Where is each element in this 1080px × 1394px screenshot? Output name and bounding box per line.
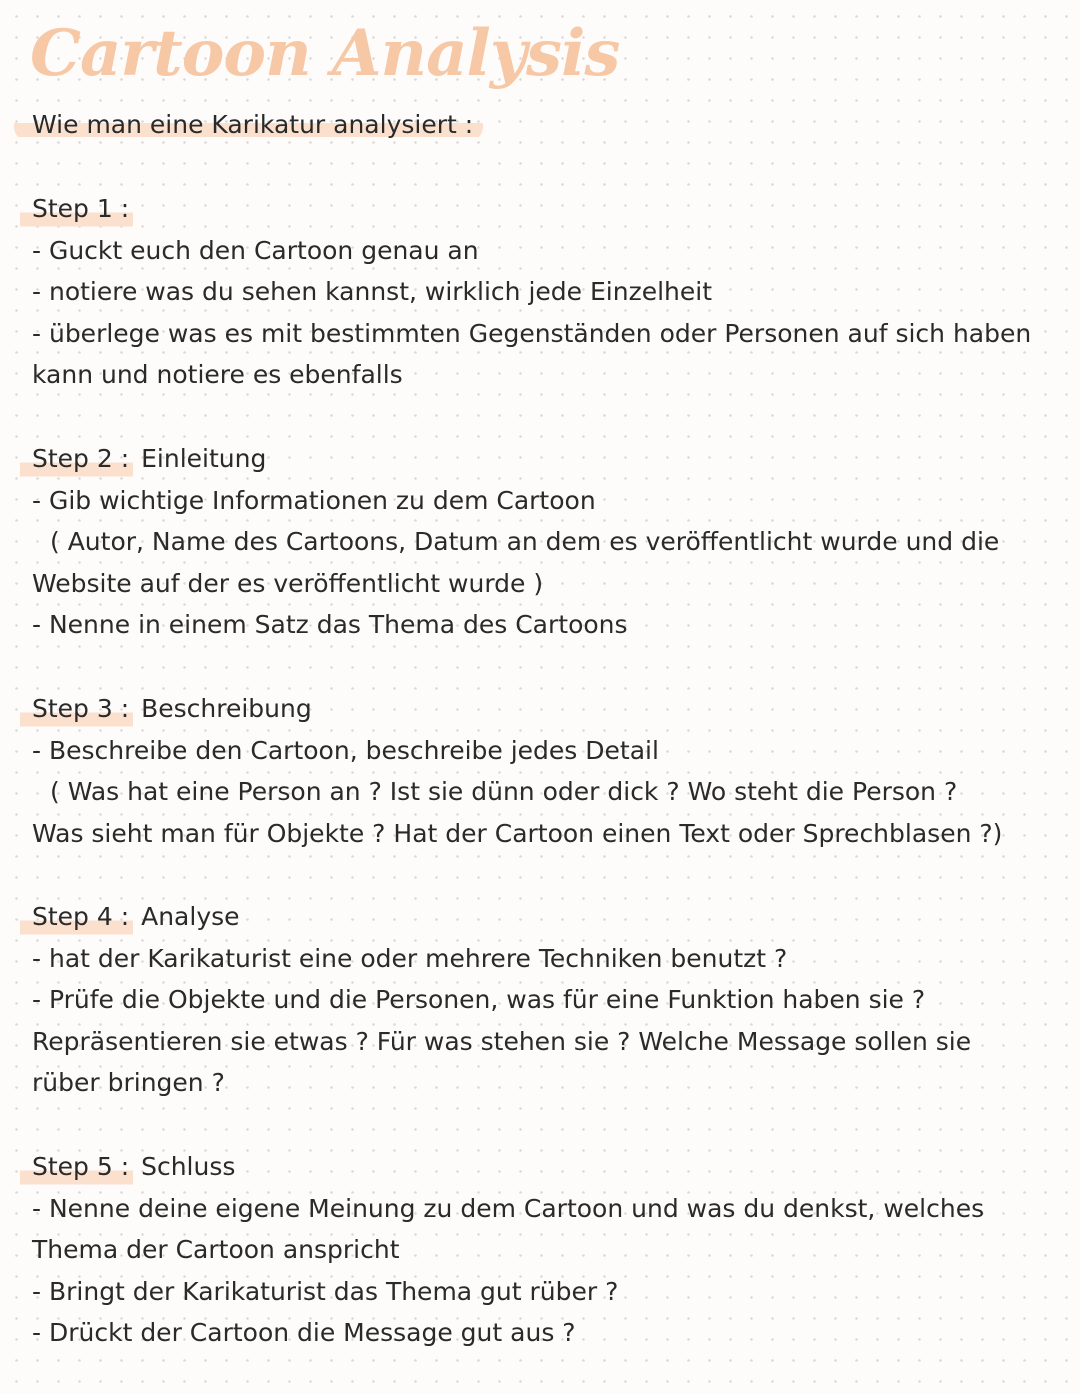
step-line: rüber bringen ? (32, 1068, 225, 1098)
step-heading (32, 896, 1042, 938)
step-heading (32, 438, 1042, 480)
step-heading (32, 1146, 1042, 1188)
step-line: - Drückt der Cartoon die Message gut aus ? (32, 1318, 576, 1348)
step-line: - notiere was du sehen kannst, wirklich jede Einzelheit (32, 277, 712, 307)
page-title: Cartoon Analysis (30, 16, 620, 91)
step-5-section (32, 1146, 1042, 1354)
step-1-section (32, 188, 1042, 396)
step-title: Analyse (133, 902, 240, 931)
step-line: ( Autor, Name des Cartoons, Datum an dem es veröffentlicht wurde und die (50, 527, 1000, 557)
step-line: ( Was hat eine Person an ? Ist sie dünn oder dick ? Wo steht die Person ? (50, 777, 958, 807)
step-line: Was sieht man für Objekte ? Hat der Cartoon einen Text oder Sprechblasen ?) (32, 818, 1003, 848)
step-line: - Gib wichtige Informationen zu dem Cartoon (32, 485, 596, 515)
step-label: Step 5 : (20, 1146, 133, 1188)
step-line: kann und notiere es ebenfalls (32, 360, 403, 390)
step-line: Website auf der es veröffentlicht wurde ) (32, 568, 544, 598)
step-line: - überlege was es mit bestimmten Gegenständen oder Personen auf sich haben (32, 318, 1032, 348)
step-line: Thema der Cartoon anspricht (32, 1235, 400, 1265)
step-title: Einleitung (133, 444, 267, 473)
step-line: Repräsentieren sie etwas ? Für was stehen sie ? Welche Message sollen sie (32, 1026, 972, 1056)
step-label: Step 1 : (20, 188, 133, 230)
step-3-section (32, 688, 1042, 854)
page-subtitle: Wie man eine Karikatur analysiert : (14, 108, 483, 141)
step-heading (32, 188, 1042, 230)
step-line: - hat der Karikaturist eine oder mehrere Techniken benutzt ? (32, 943, 788, 973)
step-line: - Guckt euch den Cartoon genau an (32, 235, 479, 265)
step-line: - Nenne in einem Satz das Thema des Cartoons (32, 610, 628, 640)
step-heading (32, 688, 1042, 730)
step-title: Beschreibung (133, 694, 312, 723)
step-4-section (32, 896, 1042, 1104)
step-line: - Beschreibe den Cartoon, beschreibe jedes Detail (32, 735, 659, 765)
step-2-section (32, 438, 1042, 646)
step-line: - Nenne deine eigene Meinung zu dem Cartoon und was du denkst, welches (32, 1193, 985, 1223)
step-label: Step 3 : (20, 688, 133, 730)
step-label: Step 2 : (20, 438, 133, 480)
step-line: - Prüfe die Objekte und die Personen, was für eine Funktion haben sie ? (32, 985, 926, 1015)
step-line: - Bringt der Karikaturist das Thema gut rüber ? (32, 1276, 619, 1306)
step-title: Schluss (133, 1152, 236, 1181)
step-label: Step 4 : (20, 896, 133, 938)
